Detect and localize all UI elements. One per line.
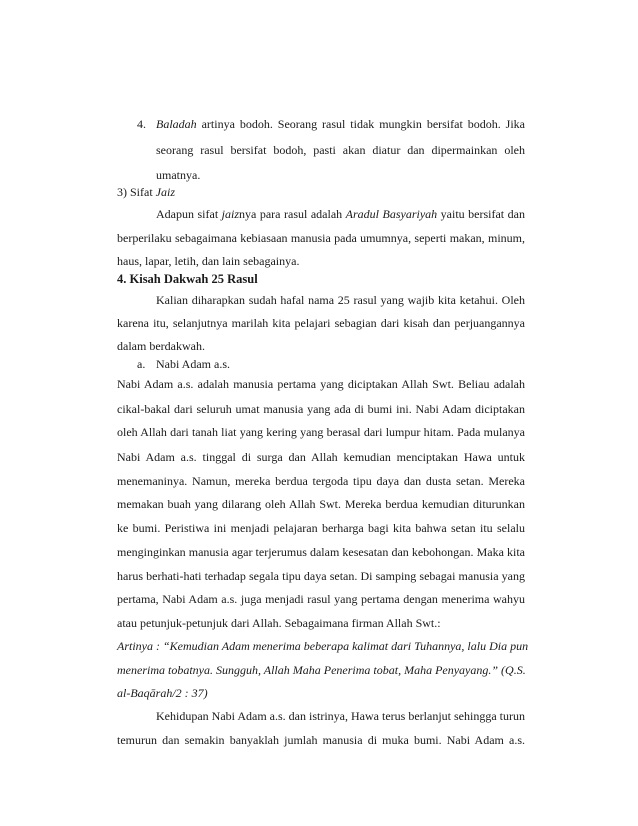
list-item-line: seorang rasul bersifat bodoh, pasti akan diatur dan dipermainkan oleh — [156, 143, 525, 157]
paragraph-line: pertama, Nabi Adam a.s. juga menjadi rasul yang pertama dengan menerima wahyu — [117, 592, 525, 606]
paragraph-line: Nabi Adam a.s. tinggal di surga dan Allah kemudian menciptakan Hawa untuk — [117, 450, 525, 464]
text-span: nya para rasul adalah — [239, 207, 346, 221]
list-item-line: umatnya. — [156, 168, 201, 182]
term-aradul-basyariyah: Aradul Basyariyah — [345, 207, 438, 221]
quote-text: menerima tobatnya. Sungguh, Allah Maha Penerima tobat, Maha Penyayang.” (Q.S. — [117, 663, 526, 677]
term-baladah: Baladah — [156, 117, 197, 131]
paragraph-line: Kalian diharapkan sudah hafal nama 25 rasul yang wajib kita ketahui. Oleh — [156, 293, 525, 307]
paragraph-line: menginginkan manusia agar terjerumus dalam kesesatan dan kebohongan. Maka kita — [117, 545, 525, 559]
paragraph-line: menemaninya. Namun, mereka berdua tergoda tipu daya dan dusta setan. Mereka — [117, 474, 525, 488]
paragraph-line: temurun dan semakin banyaklah jumlah manusia di muka bumi. Nabi Adam a.s. — [117, 733, 525, 747]
paragraph-line: Nabi Adam a.s. adalah manusia pertama yang diciptakan Allah Swt. Beliau adalah — [117, 377, 525, 391]
paragraph-line: memakan buah yang dilarang oleh Allah Swt. Mereka berdua kemudian diturunkan — [117, 497, 525, 511]
section-heading: 4. Kisah Dakwah 25 Rasul — [117, 272, 258, 286]
quote-text: Artinya : “Kemudian Adam menerima beberapa kalimat dari Tuhannya, lalu Dia pun — [117, 639, 529, 653]
paragraph-line: karena itu, selanjutnya marilah kita pelajari sebagian dari kisah dan perjuangannya — [117, 316, 525, 330]
term-jaiz-inline: jaiz — [221, 207, 240, 221]
text-span: artinya bodoh. Seorang rasul tidak mungkin bersifat bodoh. Jika — [196, 117, 525, 131]
paragraph-line — [156, 207, 525, 222]
paragraph-line: dalam berdakwah. — [117, 339, 205, 353]
list-item-line — [156, 117, 525, 132]
section-label-text: 3) Sifat — [117, 185, 156, 199]
paragraph-line: atau petunjuk-petunjuk dari Allah. Sebagaimana firman Allah Swt.: — [117, 616, 441, 630]
paragraph-line: oleh Allah dari tanah liat yang kering yang berasal dari lumpur hitam. Pada mulanya — [117, 425, 525, 439]
paragraph-line: harus berhati-hati terhadap segala tipu daya setan. Di samping sebagai manusia yang — [117, 569, 525, 583]
quote-line — [117, 639, 529, 654]
term-jaiz: Jaiz — [155, 185, 176, 199]
section-label — [117, 185, 525, 200]
quote-line — [117, 663, 525, 678]
text-span: Adapun sifat — [156, 207, 222, 221]
subheading-title: Nabi Adam a.s. — [156, 357, 230, 371]
text-span: yaitu bersifat dan — [437, 207, 525, 221]
list-number: 4. — [137, 117, 146, 131]
paragraph-line: Kehidupan Nabi Adam a.s. dan istrinya, Hawa terus berlanjut sehingga turun — [156, 709, 525, 723]
quote-line — [117, 686, 525, 701]
paragraph-line: ke bumi. Peristiwa ini menjadi pelajaran berharga bagi kita bahwa setan itu selalu — [117, 521, 525, 535]
paragraph-line: cikal-bakal dari seluruh umat manusia yang ada di bumi ini. Nabi Adam diciptakan — [117, 402, 525, 416]
paragraph-line: haus, lapar, letih, dan lain sebagainya. — [117, 254, 300, 268]
quote-text: al-Baqārah/2 : 37) — [117, 686, 208, 700]
paragraph-line: berperilaku sebagaimana kebiasaan manusia pada umumnya, seperti makan, minum, — [117, 231, 525, 245]
subheading-marker: a. — [137, 357, 146, 371]
